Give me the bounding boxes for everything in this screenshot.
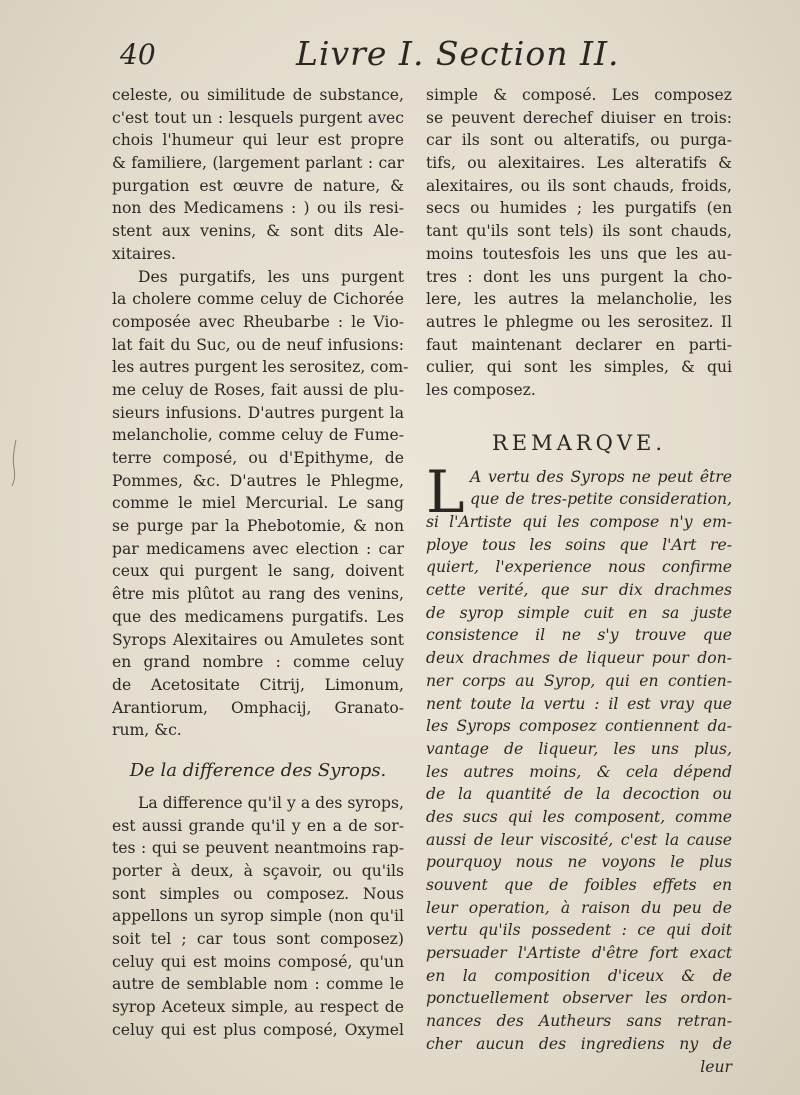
text-line: sieurs infusions. D'autres purgent la [112, 403, 404, 422]
text-line: en grand nombre : comme celuy [112, 653, 404, 672]
text-line: aussi de leur viscosité, c'est la cause [426, 830, 732, 849]
text-line: en la composition d'iceux & de [426, 966, 732, 985]
left-column [112, 84, 409, 1042]
text-line: melancholie, comme celuy de Fume- [112, 426, 404, 445]
text-line: celuy qui est moins composé, qu'un [112, 952, 404, 971]
text-line: me celuy de Roses, fait aussi de plu- [112, 380, 404, 399]
text-line: si l'Artiste qui les compose n'y em- [426, 513, 732, 531]
text-line: les autres purgent les serositez, com- [112, 358, 409, 377]
text-line: xitaires. [112, 244, 176, 263]
right-column [426, 84, 732, 1078]
text-line: tant qu'ils sont tels) ils sont chauds, [426, 222, 732, 241]
text-line: pourquoy nous ne voyons le plus [426, 853, 732, 872]
spacer [426, 402, 732, 418]
text-line: celuy qui est plus composé, Oxymel [112, 1020, 404, 1039]
text-line: se peuvent derechef diuiser en trois: [426, 108, 732, 127]
text-line: que des medicamens purgatifs. Les [112, 607, 404, 626]
text-line: sont simples ou composez. Nous [112, 884, 404, 903]
text-line: quiert, l'experience nous confirme [426, 558, 732, 577]
text-line: vantage de liqueur, les uns plus, [426, 739, 732, 758]
text-line: tres : dont les uns purgent la cho- [426, 267, 732, 286]
text-line: leur [700, 1057, 732, 1076]
text-line: autre de semblable nom : comme le [112, 975, 404, 994]
text-line: lat fait du Suc, ou de neuf infusions: [112, 335, 404, 354]
text-line: A vertu des Syrops ne peut être [470, 467, 732, 486]
text-line: Syrops Alexitaires ou Amuletes sont [112, 630, 404, 649]
text-line: tifs, ou alexitaires. Les alteratifs & [426, 154, 732, 173]
text-line: faut maintenant declarer en parti- [426, 335, 732, 354]
text-line: les Syrops composez contiennent da- [426, 717, 732, 736]
text-line: alexitaires, ou ils sont chauds, froids, [426, 176, 732, 195]
text-line: que de tres-petite consideration, [470, 490, 732, 509]
text-line: purgation est œuvre de nature, & [112, 176, 404, 195]
running-title: Livre I. Section II. [296, 34, 620, 73]
text-line: par medicamens avec election : car [112, 539, 404, 558]
text-line: terre composé, ou d'Epithyme, de [112, 449, 404, 467]
text-line: cher aucun des ingrediens ny de [426, 1034, 732, 1053]
text-line: stent aux venins, & sont dits Ale- [112, 222, 404, 241]
text-line: persuader l'Artiste d'être fort exact [426, 944, 732, 963]
text-line: car ils sont ou alteratifs, ou purga- [426, 131, 732, 150]
text-line: ploye tous les soins que l'Art re- [426, 535, 732, 554]
text-line: Pommes, &c. D'autres le Phlegme, [112, 471, 404, 490]
text-line: celeste, ou similitude de substance, [112, 86, 404, 104]
text-line: de la quantité de la decoction ou [426, 785, 732, 804]
text-line: simple & composé. Les composez [426, 86, 732, 104]
text-line: ceux qui purgent le sang, doivent [112, 562, 404, 581]
text-line: culier, qui sont les simples, & qui [426, 358, 732, 377]
text-line: lere, les autres la melancholie, les [426, 290, 732, 309]
text-line: des sucs qui les composent, comme [426, 807, 732, 826]
text-line: porter à deux, à sçavoir, ou qu'ils [112, 862, 404, 880]
text-line: vertu qu'ils possedent : ce qui doit [426, 921, 732, 940]
text-line: comme le miel Mercurial. Le sang [112, 494, 404, 513]
text-line: Des purgatifs, les uns purgent [138, 267, 404, 286]
drop-cap: L [426, 457, 465, 526]
text-line: c'est tout un : lesquels purgent avec [112, 108, 404, 127]
text-line: la cholere comme celuy de Cichorée [112, 290, 404, 309]
text-line: les composez. [426, 380, 536, 399]
text-line: nent toute la vertu : il est vray que [426, 694, 732, 713]
left-paragraph-3 [112, 792, 404, 1042]
left-paragraph-1 [112, 84, 404, 266]
text-line: souvent que de foibles effets en [426, 876, 732, 894]
remarque-heading: REMARQVE. [491, 430, 666, 455]
text-line: rum, &c. [112, 721, 182, 740]
text-line: & familiere, (largement parlant : car [112, 154, 404, 173]
remarque-lines [426, 457, 732, 1079]
text-line: ponctuellement observer les ordon- [426, 989, 732, 1008]
text-line: moins toutesfois les uns que les au- [426, 244, 732, 263]
text-line: leur operation, à raison du peu de [426, 898, 732, 917]
text-line: syrop Aceteux simple, au respect de [112, 998, 404, 1017]
text-line: composée avec Rheubarbe : le Vio- [112, 312, 404, 331]
text-line: chois l'humeur qui leur est propre [112, 131, 404, 150]
text-line: deux drachmes de liqueur pour don- [426, 649, 732, 668]
text-line: secs ou humides ; les purgatifs (en [426, 199, 732, 218]
text-line: Arantiorum, Omphacij, Granato- [112, 698, 404, 717]
text-line: tes : qui se peuvent neantmoins rap- [112, 839, 404, 858]
text-line: nances des Autheurs sans retran- [426, 1012, 732, 1031]
text-line: les autres moins, & cela dépend [426, 762, 732, 781]
text-line: appellons un syrop simple (non qu'il [112, 907, 404, 926]
text-line: ner corps au Syrop, qui en contien- [426, 671, 732, 690]
text-line: de syrop simple cuit en sa juste [426, 603, 732, 622]
margin-pencil-mark [4, 438, 24, 488]
text-line: non des Medicamens : ) ou ils resi- [112, 199, 404, 218]
text-line: consistence il ne s'y trouve que [426, 626, 732, 645]
remarque-paragraph [426, 457, 732, 1079]
text-line: cette verité, que sur dix drachmes [426, 581, 732, 600]
text-line: de Acetositate Citrij, Limonum, [112, 675, 404, 694]
text-line: soit tel ; car tous sont composez) [112, 930, 404, 949]
page-header [0, 30, 800, 80]
text-line: être mis plûtot au rang des venins, [112, 585, 404, 604]
right-paragraph-1 [426, 84, 732, 402]
text-line: se purge par la Phebotomie, & non [112, 517, 404, 536]
left-paragraph-2 [112, 266, 409, 742]
text-line: autres le phlegme ou les serositez. Il [426, 312, 732, 331]
page-number: 40 [120, 38, 156, 71]
text-line: est aussi grande qu'il y en a de sor- [112, 816, 404, 835]
text-line: La difference qu'il y a des syrops, [138, 793, 404, 812]
section-subheading: De la difference des Syrops. [129, 759, 387, 781]
